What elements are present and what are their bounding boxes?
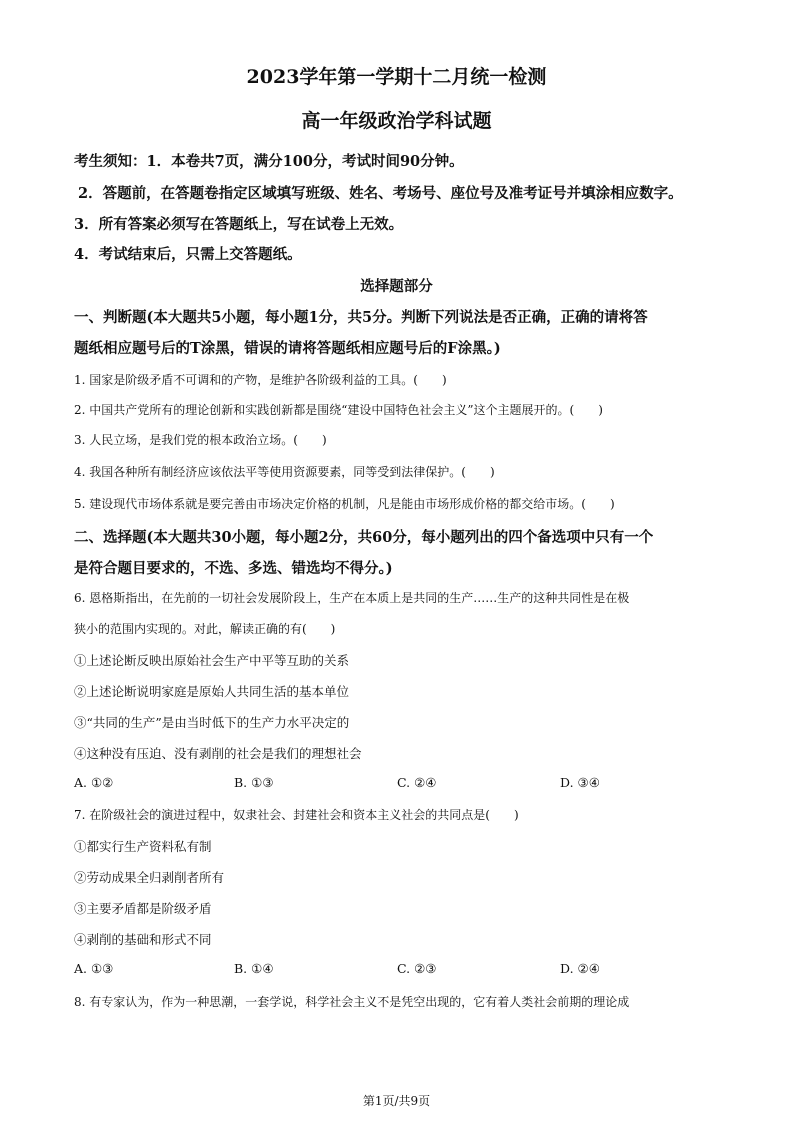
q7-choice-b: B. ①④ [234,961,274,976]
q6-choice-c: C. ②④ [397,775,437,790]
q7-choice-d: D. ②④ [560,961,600,976]
exam-subtitle: 高一年级政治学科试题 [301,110,492,132]
q7-choice-c: C. ②③ [397,961,437,976]
part-title: 选择题部分 [360,278,433,295]
q6-choice-d: D. ③④ [560,775,600,790]
section1-heading-line1: 一、判断题(本大题共5小题，每小题1分，共5分。判断下列说法是否正确，正确的请将答 [74,309,648,326]
judgement-question-3: 3. 人民立场，是我们党的根本政治立场。( ) [74,433,327,447]
judgement-question-5: 5. 建设现代市场体系就是要完善由市场决定价格的机制，凡是能由市场形成价格的都交给市场。( ) [74,497,615,511]
page-footer: 第1页/共9页 [362,1094,431,1108]
q6-choice-a: A. ①② [74,775,114,790]
exam-title: 2023学年第一学期十二月统一检测 [246,66,547,88]
section2-heading-line2: 是符合题目要求的，不选、多选、错选均不得分。) [74,560,393,577]
q8-stem-line1: 8. 有专家认为，作为一种思潮，一套学说，科学社会主义不是凭空出现的，它有着人类社会前期的理论成 [74,995,630,1009]
q7-statement-3: ③主要矛盾都是阶级矛盾 [74,901,212,916]
section1-heading-line2: 题纸相应题号后的T涂黑，错误的请将答题纸相应题号后的F涂黑。) [74,340,501,357]
q7-choice-a: A. ①③ [74,961,114,976]
judgement-question-2: 2. 中国共产党所有的理论创新和实践创新都是围绕“建设中国特色社会主义”这个主题展开的。( ) [74,403,603,417]
judgement-question-1: 1. 国家是阶级矛盾不可调和的产物，是维护各阶级利益的工具。( ) [74,373,447,387]
section2-heading-line1: 二、选择题(本大题共30小题，每小题2分，共60分，每小题列出的四个备选项中只有一个 [74,529,654,546]
q6-statement-4: ④这种没有压迫、没有剥削的社会是我们的理想社会 [74,746,362,761]
notice-line-3: 3．所有答案必须写在答题纸上，写在试卷上无效。 [74,216,404,233]
judgement-question-4: 4. 我国各种所有制经济应该依法平等使用资源要素，同等受到法律保护。( ) [74,465,495,479]
q7-statement-2: ②劳动成果全归剥削者所有 [74,870,225,885]
q6-statement-1: ①上述论断反映出原始社会生产中平等互助的关系 [74,653,350,668]
q7-stem: 7. 在阶级社会的演进过程中，奴隶社会、封建社会和资本主义社会的共同点是( ) [74,808,519,822]
q6-stem-line1: 6. 恩格斯指出，在先前的一切社会发展阶段上，生产在本质上是共同的生产……生产的这种共同性是在极 [74,591,630,605]
q6-statement-2: ②上述论断说明家庭是原始人共同生活的基本单位 [74,684,350,699]
q7-statement-4: ④剥削的基础和形式不同 [74,932,212,947]
notice-line-1: 考生须知：1．本卷共7页，满分100分，考试时间90分钟。 [74,153,464,170]
notice-line-2: 2．答题前，在答题卷指定区域填写班级、姓名、考场号、座位号及准考证号并填涂相应数字。 [78,185,683,202]
q6-stem-line2: 狭小的范围内实现的。对此，解读正确的有( ) [74,622,336,636]
q7-statement-1: ①都实行生产资料私有制 [74,839,212,854]
q6-choice-b: B. ①③ [234,775,274,790]
notice-line-4: 4．考试结束后，只需上交答题纸。 [74,246,302,263]
q6-statement-3: ③“共同的生产”是由当时低下的生产力水平决定的 [74,715,350,730]
